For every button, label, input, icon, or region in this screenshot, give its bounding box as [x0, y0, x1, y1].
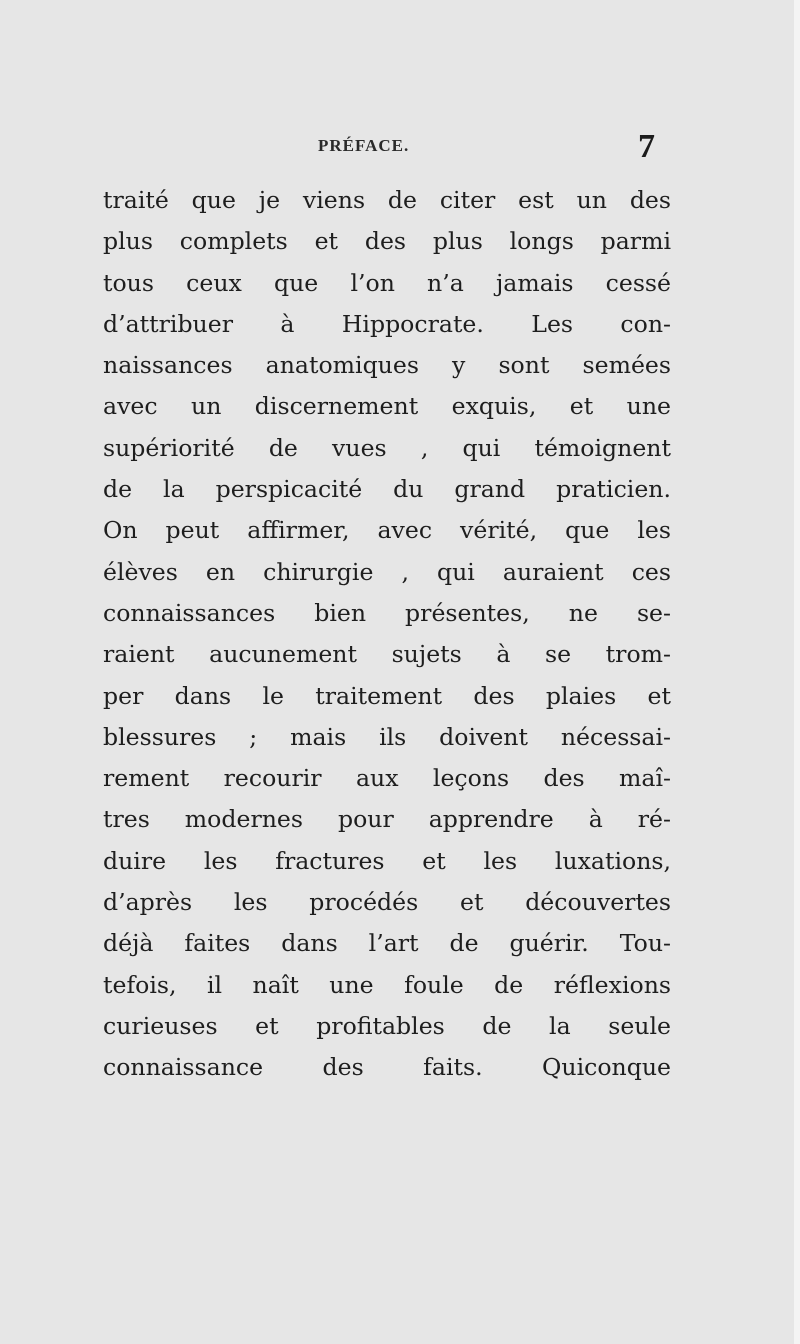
- text-line: blessures ; mais ils doivent nécessai-: [103, 722, 671, 751]
- text-line: tefois, il naît une foule de réflexions: [103, 970, 671, 999]
- text-line: tous ceux que l’on n’a jamais cessé: [103, 268, 671, 297]
- text-line: de la perspicacité du grand praticien.: [103, 475, 671, 504]
- text-line: avec un discernement exquis, et une: [103, 392, 671, 421]
- text-line: traité que je viens de citer est un des: [103, 186, 671, 214]
- text-line: plus complets et des plus longs parmi: [103, 227, 671, 256]
- text-line: tres modernes pour apprendre à ré-: [103, 805, 671, 834]
- text-line: d’attribuer à Hippocrate. Les con-: [103, 309, 671, 338]
- text-line: rement recourir aux leçons des maî-: [103, 764, 671, 793]
- text-line: duire les fractures et les luxations,: [103, 846, 671, 875]
- text-line: élèves en chirurgie , qui auraient ces: [103, 557, 671, 586]
- page-header: [100, 126, 670, 176]
- text-line: déjà faites dans l’art de guérir. Tou-: [103, 929, 671, 958]
- text-line: On peut affirmer, avec vérité, que les: [103, 516, 671, 545]
- text-line: connaissance des faits. Quiconque: [103, 1053, 671, 1082]
- body-text: [103, 180, 671, 1089]
- text-line: naissances anatomiques y sont semées: [103, 351, 671, 380]
- running-head: PRÉFACE.: [318, 136, 410, 155]
- page-edge: [794, 0, 800, 1344]
- text-line: raient aucunement sujets à se trom-: [103, 640, 671, 669]
- text-line: supériorité de vues , qui témoignent: [103, 433, 671, 462]
- text-line: d’après les procédés et découvertes: [103, 888, 671, 917]
- text-line: connaissances bien présentes, ne se-: [103, 598, 671, 627]
- text-line: per dans le traitement des plaies et: [103, 681, 671, 710]
- text-line: curieuses et profitables de la seule: [103, 1011, 671, 1040]
- page-number: 7: [638, 128, 655, 165]
